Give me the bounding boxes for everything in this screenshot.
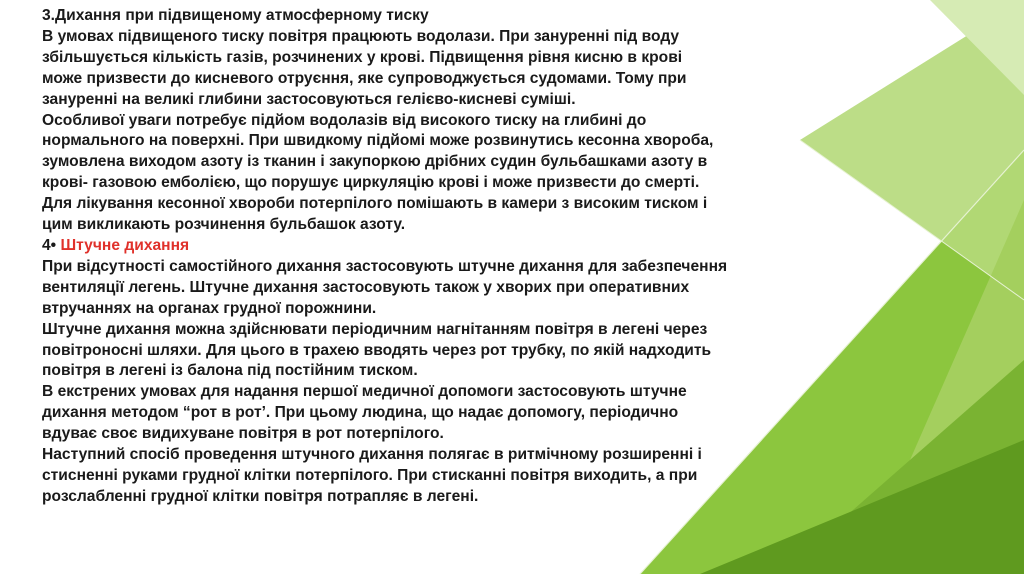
paragraph-line: В екстрених умовах для надання першої медичної допомоги застосовують штучне xyxy=(42,383,687,401)
paragraph-line: втручаннях на органах грудної порожнини. xyxy=(42,299,377,317)
section-4-number: 4• xyxy=(42,236,57,254)
paragraph-line: В умовах підвищеного тиску повітря працюють водолази. При зануренні під воду xyxy=(42,27,680,45)
paragraph-line: може призвести до кисневого отруєння, яке супроводжується судомами. Тому при xyxy=(42,69,687,87)
paragraph-line: При відсутності самостійного дихання застосовують штучне дихання для забезпечення xyxy=(42,257,728,275)
paragraph-line: вентиляції легень. Штучне дихання застосовують також у хворих при оперативних xyxy=(42,278,690,296)
paragraph-line: зануренні на великі глибини застосовуються гелієво-кисневі суміші. xyxy=(42,90,576,108)
paragraph-line: Особливої уваги потребує підйом водолазів від високого тиску на глибині до xyxy=(42,111,647,129)
paragraph-line: розслабленні грудної клітки повітря потрапляє в легені. xyxy=(42,487,479,505)
paragraph-line: цим викликають розчинення бульбашок азоту. xyxy=(42,216,406,234)
paragraph-line: крові- газовою емболією, що порушує циркуляцію крові і може призвести до смерті. xyxy=(42,174,700,192)
text-box xyxy=(42,6,842,508)
paragraph-line: Для лікування кесонної хвороби потерпілого помішають в камери з високим тиском і xyxy=(42,195,708,213)
paragraph-line: Наступний спосіб проведення штучного дихання полягає в ритмічному розширенні і xyxy=(42,446,702,464)
paragraph-line: збільшується кількість газів, розчинених у крові. Підвищення рівня кисню в крові xyxy=(42,48,683,66)
paragraph-line: повітря в легені із балона під постійним тиском. xyxy=(42,362,418,380)
paragraph-line: дихання методом “рот в рот’. При цьому людина, що надає допомогу, періодично xyxy=(42,404,679,422)
paragraph-line: Штучне дихання можна здійснювати періодичним нагнітанням повітря в легені через xyxy=(42,320,708,338)
section-3-heading: 3.Дихання при підвищеному атмосферному тиску xyxy=(42,7,429,24)
section-4-heading xyxy=(42,236,842,257)
paragraph-line: вдуває своє видихуване повітря в рот потерпілого. xyxy=(42,425,444,443)
paragraph-line: зумовлена виходом азоту із тканин і закупоркою дрібних судин бульбашками азоту в xyxy=(42,153,708,171)
paragraph-line: повітроносні шляхи. Для цього в трахею вводять через рот трубку, по якій надходить xyxy=(42,341,712,359)
paragraph-line: стисненні руками грудної клітки потерпілого. При стисканні повітря виходить, а при xyxy=(42,466,698,484)
paragraph-line: нормального на поверхні. При швидкому підйомі може розвинутись кесонна хвороба, xyxy=(42,132,714,150)
section-4-title: Штучне дихання xyxy=(60,236,190,254)
